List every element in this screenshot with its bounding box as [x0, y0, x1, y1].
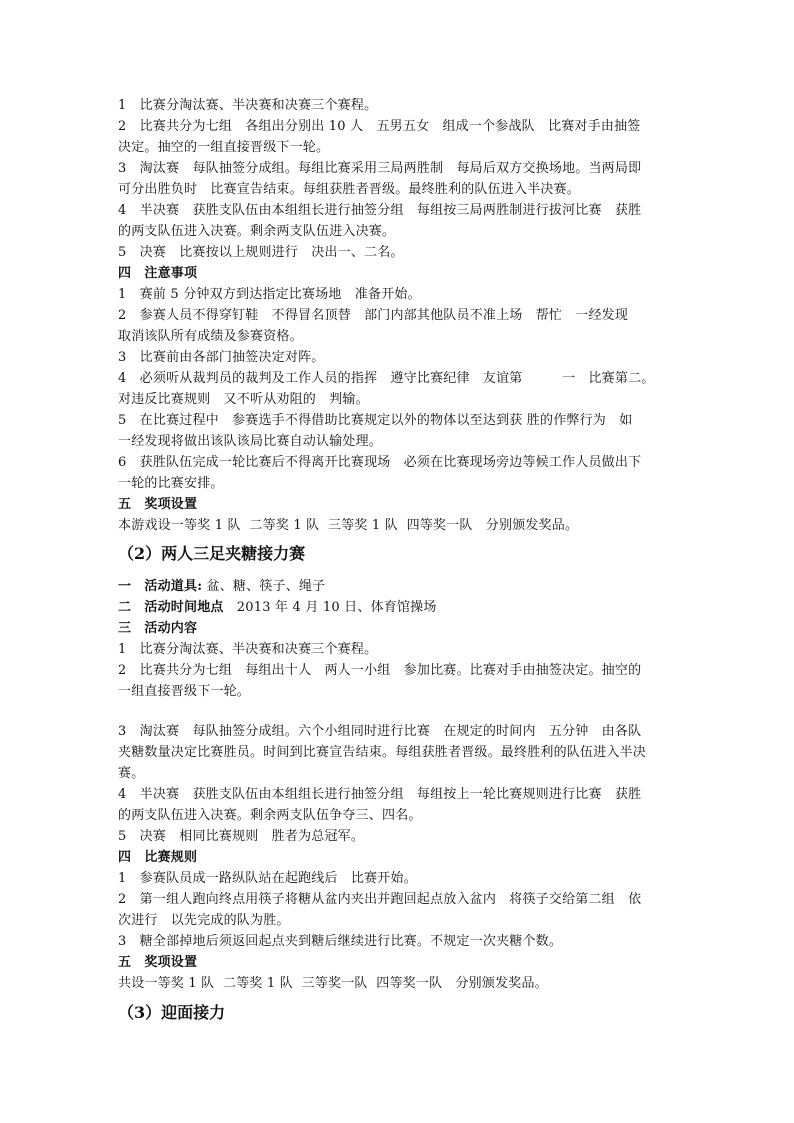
rule-line: 1 参赛队员成一路纵队站在起跑线后 比赛开始。	[118, 871, 417, 886]
content-line: 2 比赛共分为七组 每组出十人 两人一小组 参加比赛。比赛对手由抽签决定。抽空的	[118, 663, 642, 678]
section-title: （2）两人三足夹糖接力赛	[118, 544, 306, 563]
note-line: 1 赛前 5 分钟双方到达指定比赛场地 准备开始。	[118, 287, 421, 302]
time-value: 2013 年 4 月 10 日、体育馆操场	[223, 600, 437, 615]
rule-line: 2 第一组人跑向终点用筷子将糖从盆内夹出并跑回起点放入盆内 将筷子交给第二组 依	[118, 892, 642, 907]
awards-heading: 五 奖项设置	[118, 497, 198, 512]
note-line: 2 参赛人员不得穿钉鞋 不得冒名顶替 部门内部其他队员不准上场 帮忙 一经发现	[118, 308, 629, 323]
props-line	[118, 577, 325, 597]
note-line: 对违反比赛规则 又不听从劝阻的 判输。	[118, 392, 369, 407]
section-title: （3）迎面接力	[118, 1003, 226, 1022]
awards-text: 共设一等奖 1 队 二等奖 1 队 三等奖一队 四等奖一队 分别颁发奖品。	[118, 976, 548, 991]
rule-line: 2 比赛共分为七组 各组出分别出 10 人 五男五女 组成一个参战队 比赛对手由抽签	[118, 119, 641, 134]
rule-line: 3 淘汰赛 每队抽签分成组。每组比赛采用三局两胜制 每局后双方交换场地。当两局即	[118, 161, 642, 176]
note-line: 6 获胜队伍完成一轮比赛后不得离开比赛现场 必须在比赛现场旁边等候工作人员做出下	[118, 455, 642, 470]
rule-line: 可分出胜负时 比赛宣告结束。每组获胜者晋级。最终胜利的队伍进入半决赛。	[118, 182, 581, 197]
note-line: 4 必须听从裁判员的裁判及工作人员的指挥 遵守比赛纪律 友谊第 一 比赛第二。	[118, 371, 655, 386]
content-line: 赛。	[118, 766, 145, 781]
awards-heading: 五 奖项设置	[118, 955, 198, 970]
notes-heading: 四 注意事项	[118, 266, 198, 281]
content-line: 3 淘汰赛 每队抽签分成组。六个小组同时进行比赛 在规定的时间内 五分钟 由各队	[118, 724, 642, 739]
rule-line: 的两支队伍进入决赛。剩余两支队伍进入决赛。	[118, 224, 396, 239]
content-line: 一组直接晋级下一轮。	[118, 684, 251, 699]
content-heading: 三 活动内容	[118, 621, 198, 636]
props-value: 盆、糖、筷子、绳子	[202, 579, 326, 594]
rule-line: 3 糖全部掉地后须返回起点夹到糖后继续进行比赛。不规定一次夹糖个数。	[118, 934, 563, 949]
note-line: 5 在比赛过程中 参赛选手不得借助比赛规定以外的物体以至达到获 胜的作弊行为 如	[118, 413, 633, 428]
content-line: 夹糖数量决定比赛胜员。时间到比赛宣告结束。每组获胜者晋级。最终胜利的队伍进入半决	[118, 745, 647, 760]
content-line: 4 半决赛 获胜支队伍由本组组长进行抽签分组 每组按上一轮比赛规则进行比赛 获胜	[118, 787, 642, 802]
rule-line: 决定。抽空的一组直接晋级下一轮。	[118, 140, 330, 155]
note-line: 一经发现将做出该队该局比赛自动认输处理。	[118, 434, 383, 449]
awards-text: 本游戏设一等奖 1 队 二等奖 1 队 三等奖 1 队 四等奖一队 分别颁发奖品。	[118, 518, 579, 533]
time-line	[118, 598, 437, 618]
note-line: 一轮的比赛安排。	[118, 476, 224, 491]
content-line: 5 决赛 相同比赛规则 胜者为总冠军。	[118, 829, 365, 844]
content-line: 1 比赛分淘汰赛、半决赛和决赛三个赛程。	[118, 642, 378, 657]
rules-heading: 四 比赛规则	[118, 850, 198, 865]
rule-line: 1 比赛分淘汰赛、半决赛和决赛三个赛程。	[118, 98, 378, 113]
note-line: 取消该队所有成绩及参赛资格。	[118, 329, 303, 344]
content-line: 的两支队伍进入决赛。剩余两支队伍争夺三、四名。	[118, 808, 422, 823]
rule-line: 4 半决赛 获胜支队伍由本组组长进行抽签分组 每组按三局两胜制进行拔河比赛 获胜	[118, 203, 642, 218]
rule-line: 5 决赛 比赛按以上规则进行 决出一、二名。	[118, 245, 404, 260]
note-line: 3 比赛前由各部门抽签决定对阵。	[118, 350, 325, 365]
rule-line: 次进行 以先完成的队为胜。	[118, 913, 290, 928]
time-label: 二 活动时间地点	[118, 600, 224, 615]
props-label: 一 活动道具:	[118, 579, 203, 594]
